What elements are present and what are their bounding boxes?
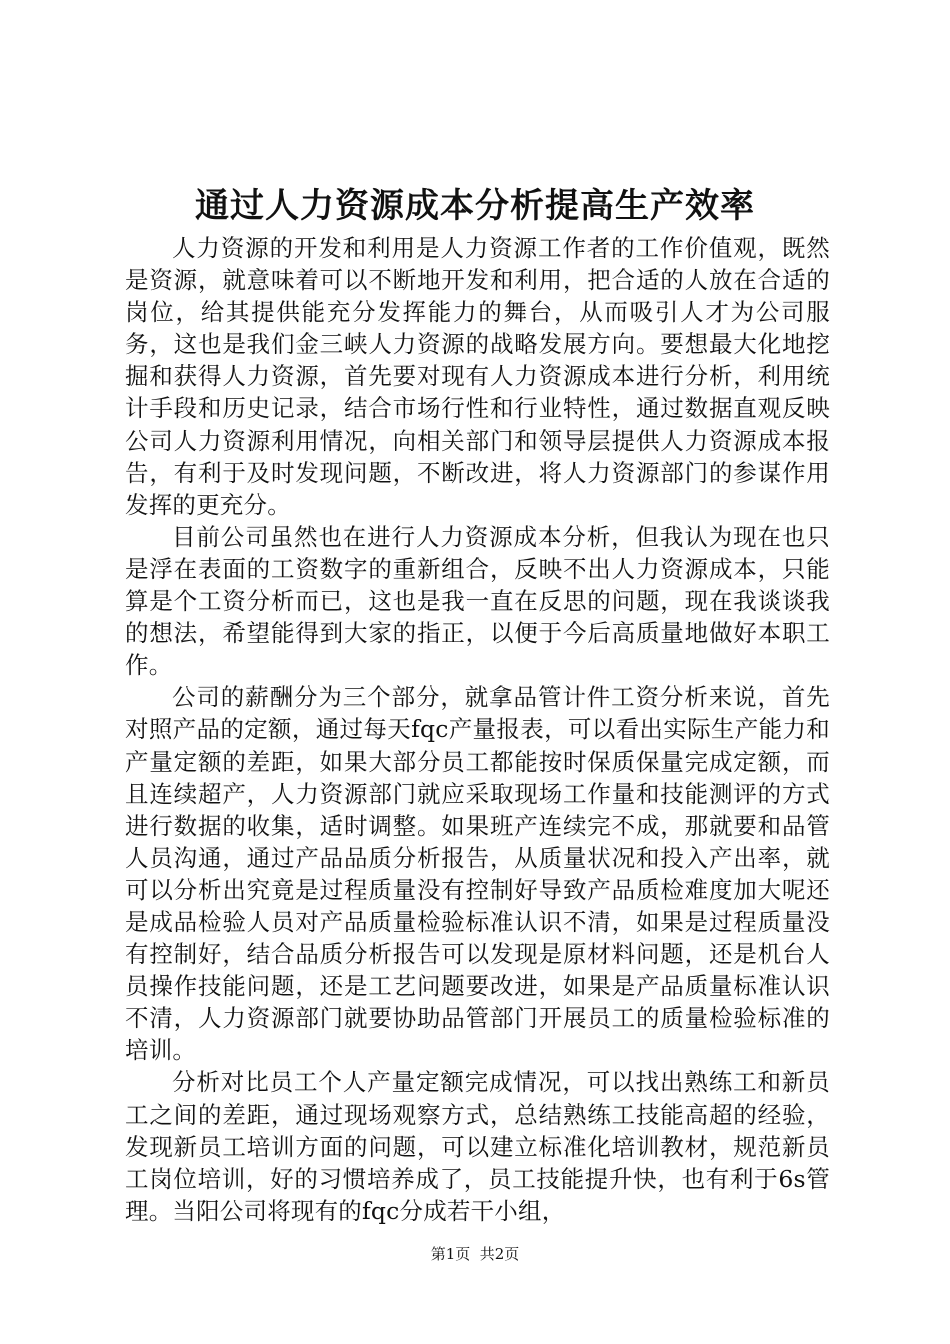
page-footer [0, 1244, 950, 1264]
paragraph-1: 人力资源的开发和利用是人力资源工作者的工作价值观，既然是资源，就意味着可以不断地开发和利用，把合适的人放在合适的岗位，给其提供能充分发挥能力的舞台，从而吸引人才为公司服务，这也是我们金三峡人力资源的战略发展方向。要想最大化地挖掘和获得人力资源，首先要对现有人力资源成本进行分析，利用统计手段和历史记录，结合市场行性和行业特性，通过数据直观反映公司人力资源利用情况，向相关部门和领导层提供人力资源成本报告，有利于及时发现问题，不断改进，将人力资源部门的参谋作用发挥的更充分。 [125, 234, 830, 519]
document-title: 通过人力资源成本分析提高生产效率 [195, 186, 755, 226]
document-body [125, 232, 830, 1227]
page-number-label: 第1页 共2页 [430, 1245, 520, 1263]
paragraph-2: 目前公司虽然也在进行人力资源成本分析，但我认为现在也只是浮在表面的工资数字的重新组合，反映不出人力资源成本，只能算是个工资分析而已，这也是我一直在反思的问题，现在我谈谈我的想法，希望能得到大家的指正，以便于今后高质量地做好本职工作。 [125, 522, 830, 680]
paragraph-4: 分析对比员工个人产量定额完成情况，可以找出熟练工和新员工之间的差距，通过现场观察方式，总结熟练工技能高超的经验，发现新员工培训方面的问题，可以建立标准化培训教材，规范新员工岗位培训，好的习惯培养成了，员工技能提升快，也有利于6s管理。当阳公司将现有的fqc分成若干小组， [125, 1068, 830, 1225]
paragraph-3: 公司的薪酬分为三个部分，就拿品管计件工资分析来说，首先对照产品的定额，通过每天fqc产量报表，可以看出实际生产能力和产量定额的差距，如果大部分员工都能按时保质保量完成定额，而且连续超产，人力资源部门就应采取现场工作量和技能测评的方式进行数据的收集，适时调整。如果班产连续完不成，那就要和品管人员沟通，通过产品品质分析报告，从质量状况和投入产出率，就可以分析出究竟是过程质量没有控制好导致产品质检难度加大呢还是成品检验人员对产品质量检验标准认识不清，如果是过程质量没有控制好，结合品质分析报告可以发现是原材料问题，还是机台人员操作技能问题，还是工艺问题要改进，如果是产品质量标准认识不清，人力资源部门就要协助品管部门开展员工的质量检验标准的培训。 [125, 683, 830, 1065]
